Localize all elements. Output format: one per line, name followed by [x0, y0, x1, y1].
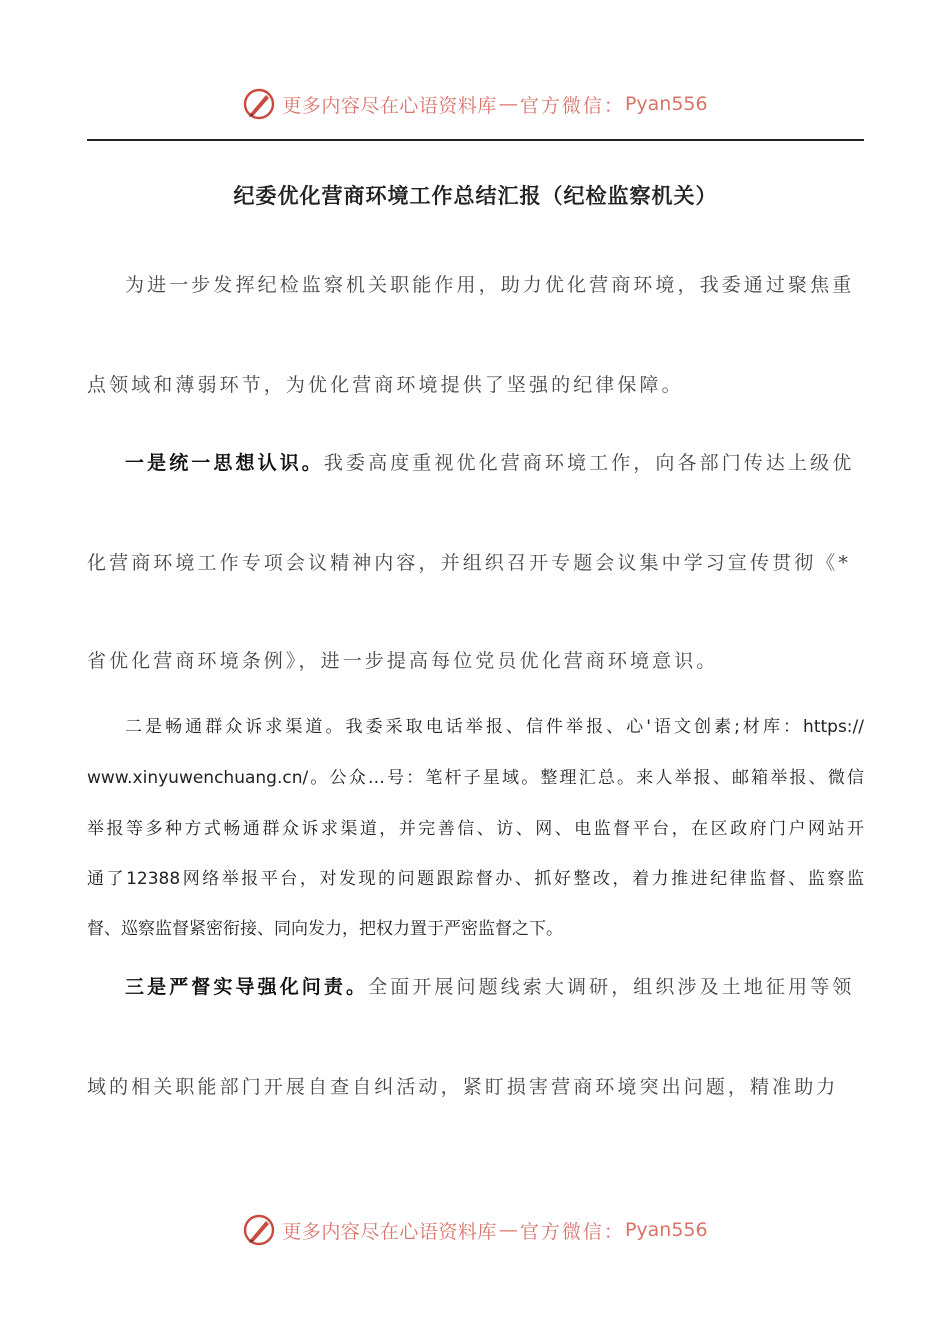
footer-site-text: 更多内容尽在心语资料库 — [282, 1220, 497, 1243]
section-1-line-2: 化营商环境工作专项会议精神内容，并组织召开专题会议集中学习宣传贯彻《* — [87, 552, 852, 574]
intro-line-1: 为进一步发挥纪检监察机关职能作用，助力优化营商环境，我委通过聚焦重 — [125, 274, 855, 296]
pen-logo-icon — [242, 1213, 276, 1247]
section-3-line-2: 域的相关职能部门开展自查自纠活动，紧盯损害营商环境突出问题，精准助力 — [87, 1076, 839, 1098]
banner-wechat-label: 官方微信： — [519, 94, 625, 117]
section-2-line-5: 督、巡察监督紧密衔接、同向发力，把权力置于严密监督之下。 — [87, 919, 563, 939]
section-2-line-4: 通了12388网络举报平台，对发现的问题跟踪督办、抓好整改，着力推进纪律监督、监察监 — [87, 869, 864, 889]
section-3-line-1 — [125, 972, 854, 999]
footer-banner — [0, 1210, 950, 1250]
section-3-lead: 三是严督实导强化问责。 — [125, 976, 369, 998]
section-1-line-1-text: 我委高度重视优化营商环境工作，向各部门传达上级优 — [323, 452, 855, 474]
section-1-lead: 一是统一思想认识。 — [125, 452, 324, 474]
banner-dash: — — [498, 93, 518, 115]
section-2-line-1: 二是畅通群众诉求渠道。我委采取电话举报、信件举报、心'语文创素;材库：https:// — [125, 717, 864, 737]
intro-line-2: 点领域和薄弱环节，为优化营商环境提供了坚强的纪律保障。 — [87, 374, 684, 396]
footer-banner-content — [242, 1213, 707, 1247]
section-2-line-2: www.xinyuwenchuang.cn/。公众…号：笔杆子星域。整理汇总。来人举报、邮箱举报、微信 — [87, 768, 864, 788]
footer-wechat-label: 官方微信： — [519, 1220, 625, 1243]
footer-dash: — — [498, 1219, 518, 1241]
header-banner-content — [242, 87, 707, 121]
section-3-line-1-text: 全面开展问题线索大调研，组织涉及土地征用等领 — [368, 976, 855, 998]
footer-wechat-id: Pyan556 — [624, 1219, 708, 1241]
banner-wechat-id: Pyan556 — [624, 93, 708, 115]
document-title: 纪委优化营商环境工作总结汇报（纪检监察机关） — [233, 183, 718, 208]
section-1-line-3: 省优化营商环境条例》，进一步提高每位党员优化营商环境意识。 — [87, 650, 719, 672]
header-banner — [0, 84, 950, 124]
header-divider — [87, 139, 864, 141]
section-1-line-1 — [125, 448, 854, 475]
section-2-line-3: 举报等多种方式畅通群众诉求渠道，并完善信、访、网、电监督平台，在区政府门户网站开 — [87, 819, 864, 839]
banner-site-text: 更多内容尽在心语资料库 — [282, 94, 497, 117]
pen-logo-icon — [242, 87, 276, 121]
